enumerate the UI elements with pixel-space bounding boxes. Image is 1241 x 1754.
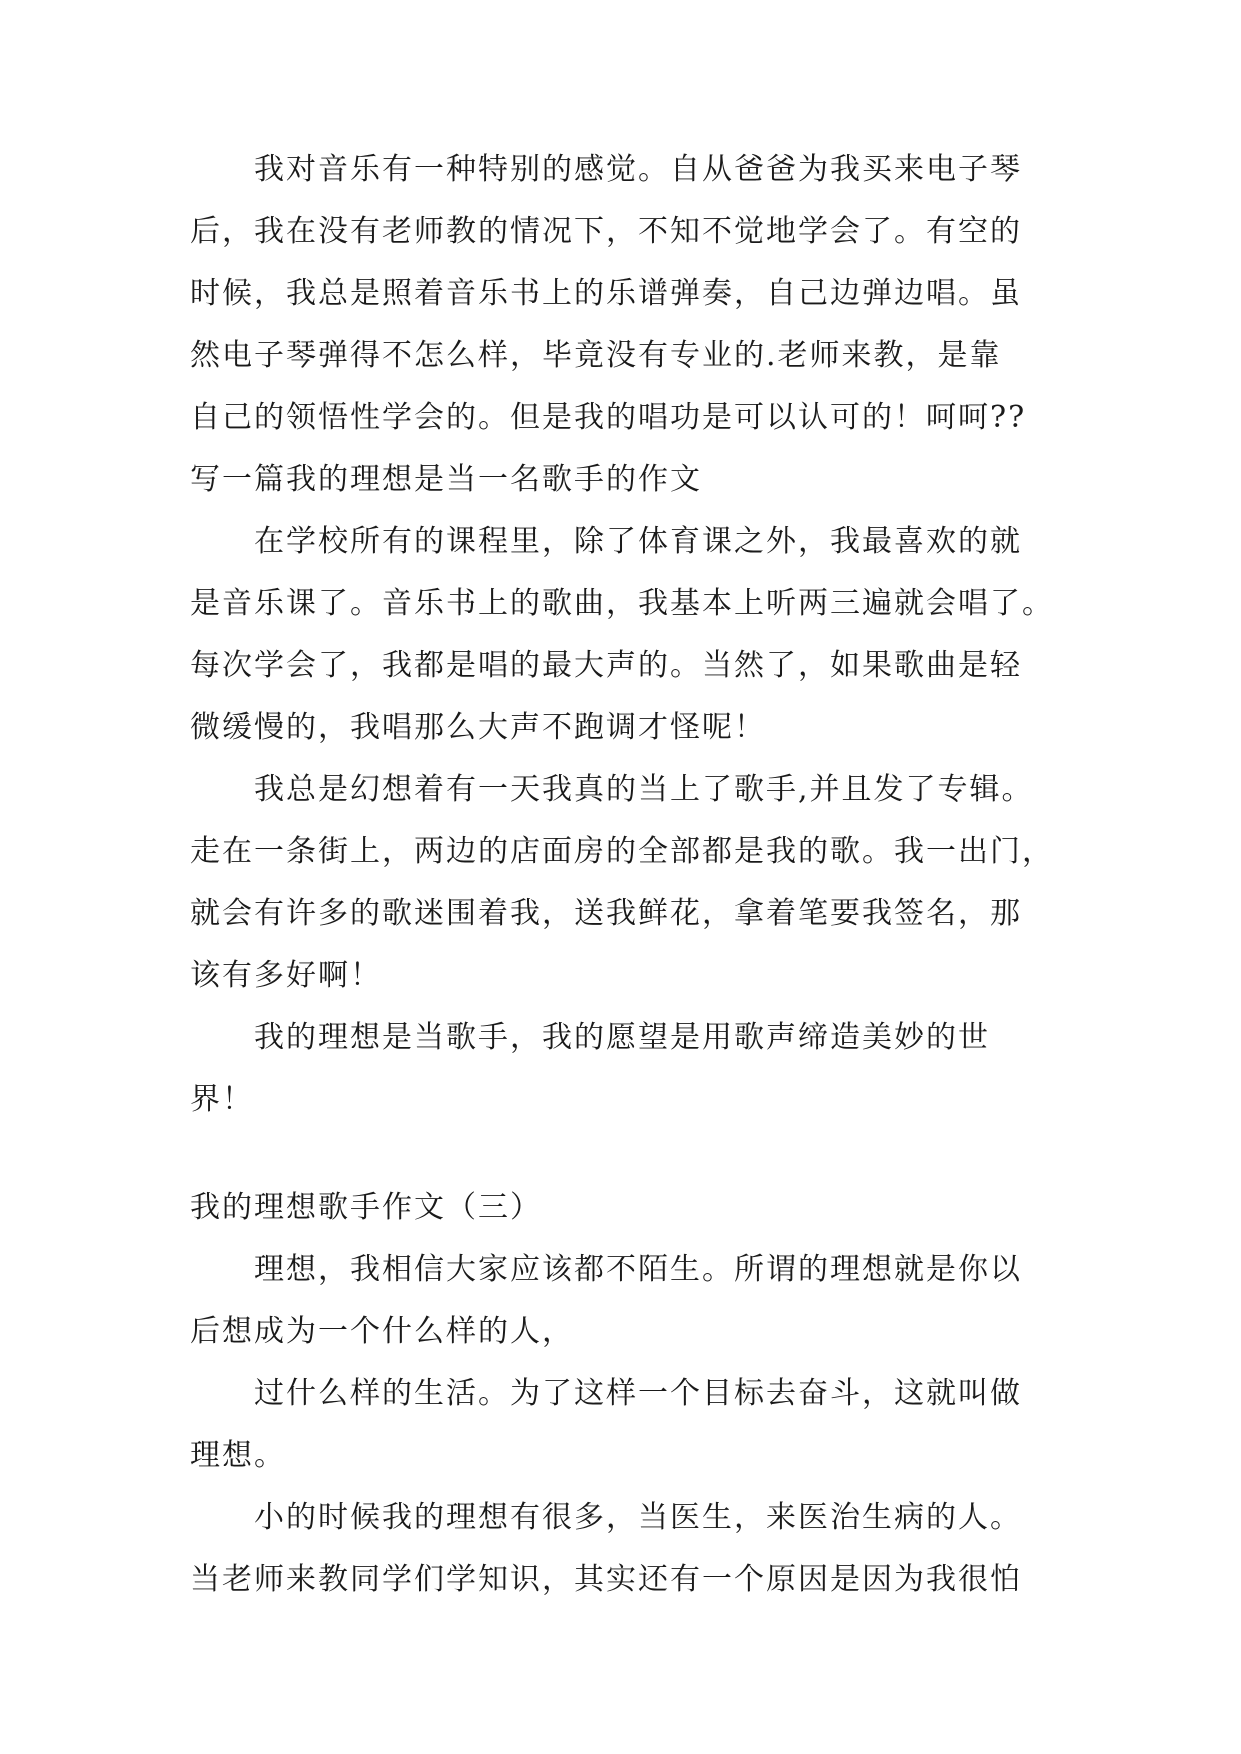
text-line: 就会有许多的歌迷围着我，送我鲜花，拿着笔要我签名，那 [190,896,1022,931]
section-heading: 我的理想歌手作文（三） [190,1190,542,1225]
text-line: 后想成为一个什么样的人， [190,1314,574,1349]
text-line: 是音乐课了。音乐书上的歌曲，我基本上听两三遍就会唱了。 [190,586,1054,621]
text-line: 自己的领悟性学会的。但是我的唱功是可以认可的！呵呵?? [190,400,1027,435]
text-line: 后，我在没有老师教的情况下，不知不觉地学会了。有空的 [190,214,1022,249]
text-line: 走在一条街上，两边的店面房的全部都是我的歌。我一出门， [190,834,1054,869]
text-line: 微缓慢的，我唱那么大声不跑调才怪呢！ [190,710,766,745]
text-line: 理想，我相信大家应该都不陌生。所谓的理想就是你以 [254,1252,1022,1287]
text-line: 小的时候我的理想有很多，当医生，来医治生病的人。 [254,1500,1022,1535]
text-line: 我对音乐有一种特别的感觉。自从爸爸为我买来电子琴 [254,152,1022,187]
text-line: 在学校所有的课程里，除了体育课之外，我最喜欢的就 [254,524,1022,559]
text-line: 我的理想是当歌手，我的愿望是用歌声缔造美妙的世 [254,1020,990,1055]
text-line: 然电子琴弹得不怎么样，毕竟没有专业的.老师来教，是靠 [190,338,1002,373]
text-line: 每次学会了，我都是唱的最大声的。当然了，如果歌曲是轻 [190,648,1022,683]
text-line: 该有多好啊！ [190,958,382,993]
text-line: 当老师来教同学们学知识，其实还有一个原因是因为我很怕 [190,1562,1022,1597]
text-line: 时候，我总是照着音乐书上的乐谱弹奏，自己边弹边唱。虽 [190,276,1022,311]
text-line: 界！ [190,1082,254,1117]
text-line: 过什么样的生活。为了这样一个目标去奋斗，这就叫做 [254,1376,1022,1411]
text-line: 我总是幻想着有一天我真的当上了歌手,并且发了专辑。 [254,772,1034,807]
section-heading: 写一篇我的理想是当一名歌手的作文 [190,462,702,497]
text-line: 理想。 [190,1438,286,1473]
